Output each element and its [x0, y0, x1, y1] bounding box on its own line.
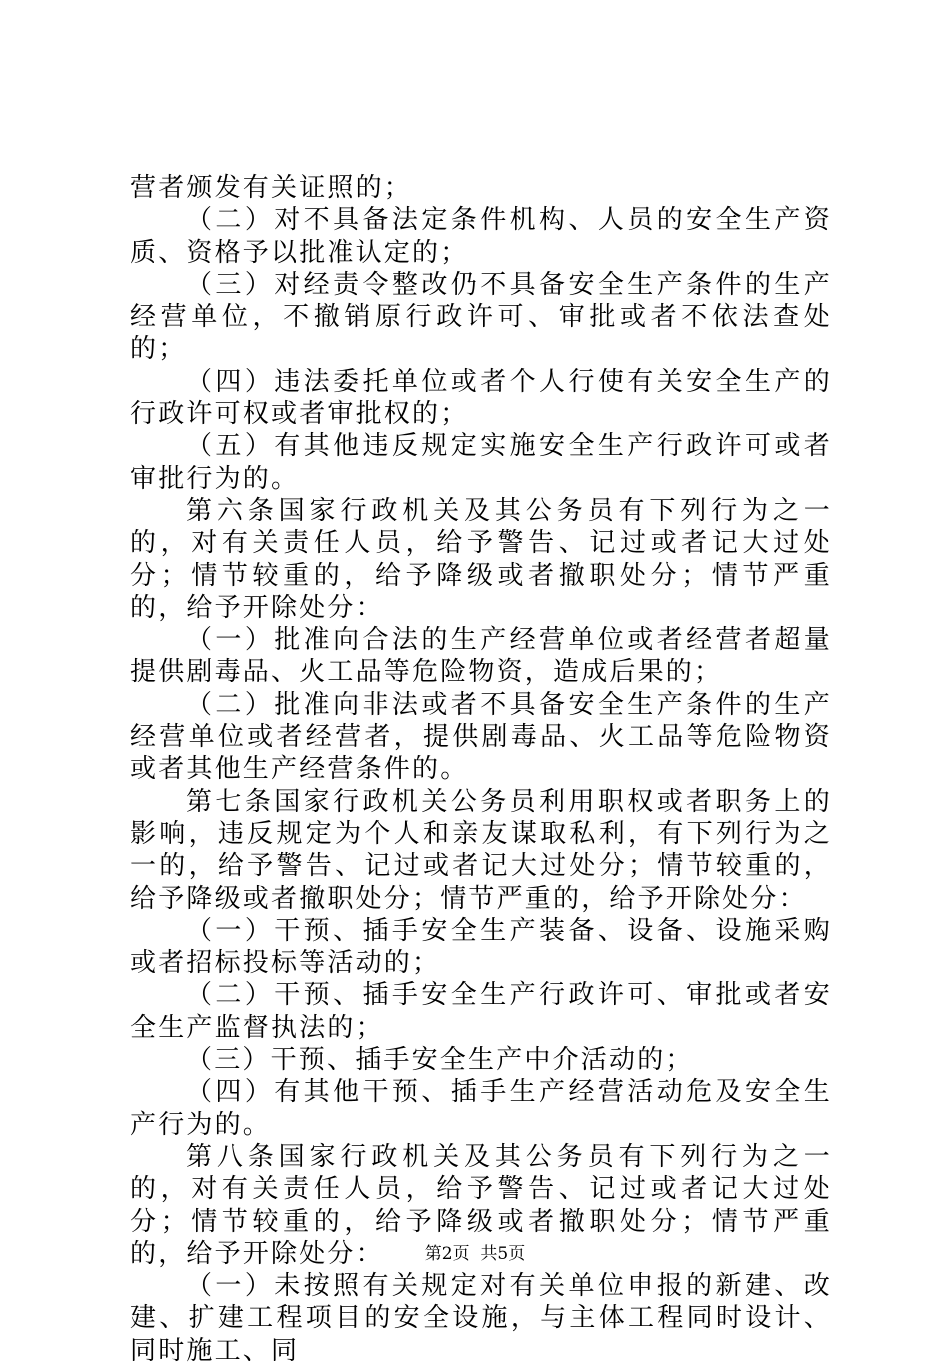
document-body: [130, 172, 832, 1367]
paragraph-11: （二）干预、插手安全生产行政许可、审批或者安全生产监督执法的；: [130, 980, 832, 1043]
paragraph-5: （五）有其他违反规定实施安全生产行政许可或者审批行为的。: [130, 431, 832, 494]
paragraph-article-7: 第七条国家行政机关公务员利用职权或者职务上的影响，违反规定为个人和亲友谋取私利，有下列行为之一的，给予警告、记过或者记大过处分；情节较重的，给予降级或者撤职处分；情节严重的，给予开除处分：: [130, 786, 832, 914]
paragraph-2: （二）对不具备法定条件机构、人员的安全生产资质、资格予以批准认定的；: [130, 205, 832, 268]
paragraph-1: 营者颁发有关证照的；: [130, 173, 413, 203]
paragraph-article-6: 第六条国家行政机关及其公务员有下列行为之一的，对有关责任人员，给予警告、记过或者记大过处分；情节较重的，给予降级或者撤职处分；情节严重的，给予开除处分：: [130, 495, 832, 623]
paragraph-12: （三）干预、插手安全生产中介活动的；: [186, 1045, 694, 1076]
paragraph-article-8: 第八条国家行政机关及其公务员有下列行为之一的，对有关责任人员，给予警告、记过或者记大过处分；情节较重的，给予降级或者撤职处分；情节严重的，给予开除处分：: [130, 1141, 832, 1269]
paragraph-3: （三）对经责令整改仍不具备安全生产条件的生产经营单位，不撤销原行政许可、审批或者不依法查处的；: [130, 269, 832, 365]
paragraph-13: （四）有其他干预、插手生产经营活动危及安全生产行为的。: [130, 1077, 832, 1140]
paragraph-15: （一）未按照有关规定对有关单位申报的新建、改建、扩建工程项目的安全设施，与主体工程同时设计、同时施工、同: [130, 1271, 832, 1366]
page-footer: [0, 1243, 950, 1265]
paragraph-4: （四）违法委托单位或者个人行使有关安全生产的行政许可权或者审批权的；: [130, 366, 832, 430]
page-number-label: 第2页 共5页: [424, 1244, 526, 1264]
paragraph-10: （一）干预、插手安全生产装备、设备、设施采购或者招标投标等活动的；: [130, 915, 832, 979]
paragraph-7: （一）批准向合法的生产经营单位或者经营者超量提供剧毒品、火工品等危险物资，造成后果的；: [130, 625, 832, 688]
paragraph-8: （二）批准向非法或者不具备安全生产条件的生产经营单位或者经营者，提供剧毒品、火工品等危险物资或者其他生产经营条件的。: [130, 689, 832, 785]
